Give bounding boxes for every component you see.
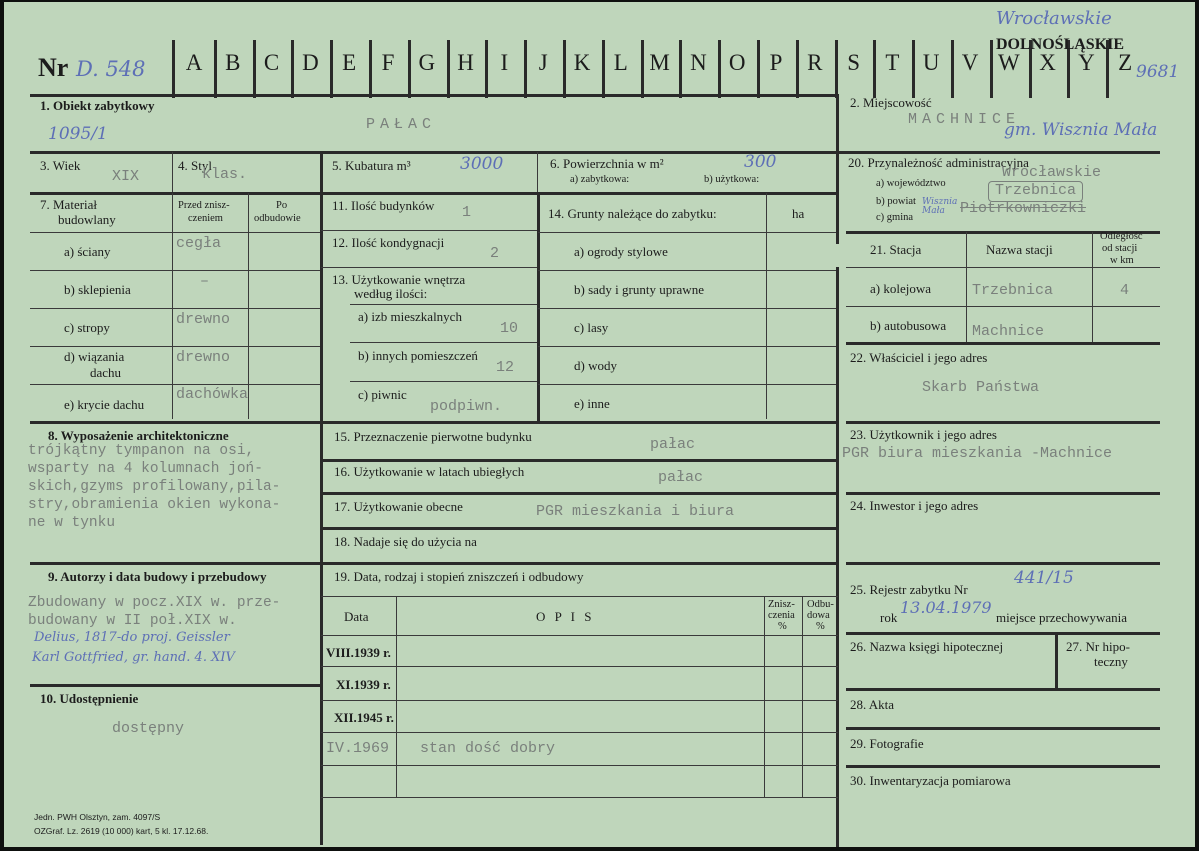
f20-b-label: b) powiat	[876, 196, 916, 207]
f8-line-1: trójkątny tympanon na osi,	[28, 443, 255, 459]
letter-u: U	[922, 50, 940, 75]
f26-label: 26. Nazwa księgi hipotecznej	[850, 639, 1004, 654]
f21-a-label: a) kolejowa	[870, 281, 932, 296]
letter-h: H	[457, 50, 474, 75]
f19-col-destr-3: %	[778, 621, 787, 632]
f5-handwritten: 3000	[460, 154, 504, 174]
f25-place-label: miejsce przechowywania	[996, 610, 1128, 625]
rule	[538, 308, 836, 309]
f27-label-2: teczny	[1094, 654, 1128, 669]
f19-typed-date: IV.1969	[326, 740, 390, 757]
letter-k: K	[573, 50, 591, 75]
letter-z: Z	[1118, 50, 1133, 75]
rule	[846, 306, 1160, 307]
letter-n: N	[690, 50, 707, 75]
f25-label: 25. Rejestr zabytku Nr	[850, 582, 968, 597]
rule	[846, 562, 1160, 565]
f7-row-c-value: drewno	[176, 311, 231, 328]
letter-y: Y	[1078, 50, 1095, 75]
f13-label-1: 13. Użytkowanie wnętrza	[332, 272, 466, 287]
rule	[846, 727, 1160, 730]
f20-c-handwritten: Wisznia Mała	[922, 197, 958, 216]
f24-label: 24. Inwestor i jego adres	[850, 498, 979, 513]
f14-row-d: d) wody	[574, 358, 617, 373]
f8-line-4: stry,obramienia okien wykona-	[28, 497, 281, 513]
rule	[30, 151, 1160, 154]
f6-label: 6. Powierzchnia w m²	[550, 156, 664, 171]
f8-line-2: wsparty na 4 kolumnach joń-	[28, 461, 263, 477]
letter-p: P	[769, 50, 783, 75]
rule	[30, 232, 320, 233]
f14-row-c: c) lasy	[574, 320, 609, 335]
rule	[846, 688, 1160, 691]
rule	[321, 666, 838, 667]
f15-value: pałac	[650, 436, 696, 453]
f7-label-2: budowlany	[58, 212, 116, 227]
rule	[30, 421, 838, 424]
f21-b-name: Machnice	[972, 323, 1045, 340]
f7-row-e-value: dachówka	[176, 386, 249, 403]
f20-c-label: c) gmina	[876, 212, 914, 223]
f2-value: MACHNICE	[908, 111, 1021, 128]
f7-row-d-label-2: dachu	[90, 365, 122, 380]
f19-col-rebuild-2: dowa	[807, 610, 830, 621]
f13-a-label: a) izb mieszkalnych	[358, 309, 462, 324]
f8-line-5: ne w tynku	[28, 515, 116, 531]
f19-col-rebuild-1: Odbu-	[807, 599, 834, 610]
rule	[1055, 633, 1058, 689]
rule	[321, 230, 537, 231]
rule	[30, 94, 838, 97]
f22-label: 22. Właściciel i jego adres	[850, 350, 988, 365]
f2-label: 2. Miejscowość	[850, 95, 932, 110]
f7-label-1: 7. Materiał	[40, 197, 98, 212]
f12-value: 2	[490, 245, 500, 262]
f19-label: 19. Data, rodzaj i stopień zniszczeń i odbudowy	[334, 569, 584, 584]
rule	[350, 381, 537, 382]
f13-a-value: 10	[500, 320, 519, 337]
nr-divider	[172, 40, 175, 98]
f13-c-label: c) piwnic	[358, 387, 407, 402]
f13-label-2: według ilości:	[354, 286, 428, 301]
f8-label: 8. Wyposażenie architektoniczne	[48, 428, 229, 443]
rule	[846, 492, 1160, 495]
f21-label: 21. Stacja	[870, 242, 922, 257]
rule	[248, 193, 249, 419]
f19-date-3: XII.1945 r.	[334, 710, 394, 725]
f19-date-2: XI.1939 r.	[336, 677, 391, 692]
nr-label: Nr	[38, 53, 69, 82]
rule	[836, 267, 839, 847]
rule	[764, 597, 765, 797]
f20-c-value: Piotrkowniczki	[960, 200, 1087, 217]
rule	[538, 384, 836, 385]
f7-col-after-2: odbudowie	[254, 213, 301, 224]
rule	[396, 597, 397, 797]
rule	[321, 527, 838, 530]
f19-col-rebuild-3: %	[816, 621, 825, 632]
f1-value: PAŁAC	[366, 116, 437, 133]
letter-v: V	[961, 50, 979, 75]
f21-col-dist-1: Odległość	[1100, 231, 1143, 242]
f22-value: Skarb Państwa	[922, 379, 1040, 396]
corner-number: 9681	[1136, 62, 1180, 82]
rule	[321, 596, 838, 597]
f19-date-1: VIII.1939 r.	[326, 645, 391, 660]
f14-unit: ha	[792, 206, 805, 221]
f20-b-value: Trzebnica	[988, 181, 1083, 202]
f15-label: 15. Przeznaczenie pierwotne budynku	[334, 429, 532, 444]
f19-col-destr-2: czenia	[768, 610, 795, 621]
f8-line-3: skich,gzyms profilowany,pila-	[28, 479, 281, 495]
rule	[30, 308, 320, 309]
f14-row-a: a) ogrody stylowe	[574, 244, 668, 259]
f16-value: pałac	[658, 469, 704, 486]
f1-handwritten: 1095/1	[48, 124, 108, 144]
letter-l: L	[613, 50, 628, 75]
rule	[538, 270, 836, 271]
rule	[321, 267, 537, 268]
letter-j: J	[538, 50, 548, 75]
f29-label: 29. Fotografie	[850, 736, 924, 751]
f20-a-label: a) województwo	[876, 178, 946, 189]
rule	[846, 342, 1160, 345]
f25-rok-label: rok	[880, 610, 898, 625]
rule	[30, 270, 320, 271]
rule	[30, 346, 320, 347]
rule	[350, 342, 537, 343]
f3-label: 3. Wiek	[40, 158, 81, 173]
rule	[538, 232, 836, 233]
letter-g: G	[418, 50, 436, 75]
rule	[538, 346, 836, 347]
f7-row-d-value: drewno	[176, 349, 231, 366]
f18-label: 18. Nadaje się do użycia na	[334, 534, 477, 549]
f12-label: 12. Ilość kondygnacji	[332, 235, 445, 250]
region-printed: DOLNOŚLĄSKIE	[996, 36, 1125, 53]
nr-handwritten: D. 548	[76, 57, 146, 81]
f9-label: 9. Autorzy i data budowy i przebudowy	[48, 569, 267, 584]
f7-col-before-2: czeniem	[188, 213, 223, 224]
f25-handwritten-date: 13.04.1979	[900, 598, 992, 617]
f1-label: 1. Obiekt zabytkowy	[40, 98, 155, 113]
f4-value: klas.	[202, 166, 248, 183]
f16-label: 16. Użytkowanie w latach ubiegłych	[334, 464, 525, 479]
f14-label: 14. Grunty należące do zabytku:	[548, 206, 717, 221]
f7-row-a-label: a) ściany	[64, 244, 111, 259]
rule	[846, 421, 1160, 424]
f21-a-name: Trzebnica	[972, 282, 1054, 299]
rule	[846, 765, 1160, 768]
letter-w: W	[997, 50, 1020, 75]
f10-value: dostępny	[112, 720, 185, 737]
f21-col-dist-3: w km	[1110, 255, 1134, 266]
f17-label: 17. Użytkowanie obecne	[334, 499, 463, 514]
f7-row-c-label: c) stropy	[64, 320, 110, 335]
f19-col-date: Data	[344, 609, 369, 624]
letter-t: T	[885, 50, 900, 75]
f6-sub-a: a) zabytkowa:	[570, 174, 630, 185]
f7-col-before-1: Przed znisz-	[178, 200, 230, 211]
letter-b: B	[225, 50, 241, 75]
letter-s: S	[847, 50, 860, 75]
rule	[321, 732, 838, 733]
f23-label: 23. Użytkownik i jego adres	[850, 427, 997, 442]
f7-col-after-1: Po	[276, 200, 288, 211]
letter-r: R	[807, 50, 823, 75]
f20-label: 20. Przynależność administracyjna	[848, 155, 1029, 170]
monument-record-card	[4, 2, 1195, 847]
f20-a-value: Wrocławskie	[1002, 164, 1102, 181]
f17-value: PGR mieszkania i biura	[536, 503, 735, 520]
f9-hand-1: Delius, 1817-do proj. Geissler	[34, 630, 230, 645]
rule	[846, 632, 1160, 635]
f25-handwritten-nr: 441/15	[1014, 568, 1074, 588]
rule	[836, 94, 839, 244]
f4-label: 4. Styl	[178, 158, 212, 173]
rule	[30, 384, 320, 385]
rule	[1092, 232, 1093, 343]
rule	[802, 597, 803, 797]
letter-m: M	[649, 50, 670, 75]
f5-label: 5. Kubatura m³	[332, 158, 411, 173]
f13-c-value: podpiwn.	[430, 398, 503, 415]
rule	[172, 193, 173, 419]
f11-label: 11. Ilość budynków	[332, 198, 435, 213]
rule	[966, 232, 967, 343]
rule	[321, 765, 838, 766]
f9-line-2: budowany w II poł.XIX w.	[28, 613, 237, 629]
f6-sub-b: b) użytkowa:	[704, 174, 760, 185]
letter-i: I	[500, 50, 509, 75]
f13-b-label: b) innych pomieszczeń	[358, 348, 478, 363]
f9-hand-2: Karl Gottfried, gr. hand. 4. XIV	[32, 650, 235, 665]
f14-row-b: b) sady i grunty uprawne	[574, 282, 704, 297]
rule	[350, 304, 537, 305]
letter-e: E	[342, 50, 357, 75]
rule	[846, 267, 1160, 268]
f30-label: 30. Inwentaryzacja pomiarowa	[850, 773, 1011, 788]
f2-handwritten: gm. Wisznia Mała	[1004, 120, 1158, 140]
f19-typed-desc: stan dość dobry	[420, 740, 556, 757]
rule	[30, 562, 838, 565]
f19-col-destr-1: Znisz-	[768, 599, 795, 610]
rule	[321, 492, 838, 495]
f21-b-label: b) autobusowa	[870, 318, 947, 333]
f7-row-a-value: cegła	[176, 235, 222, 252]
f9-line-1: Zbudowany w pocz.XIX w. prze-	[28, 595, 281, 611]
f21-a-dist: 4	[1120, 282, 1130, 299]
rule	[321, 700, 838, 701]
rule	[30, 192, 838, 195]
f3-value: XIX	[112, 168, 140, 185]
f28-label: 28. Akta	[850, 697, 895, 712]
f13-b-value: 12	[496, 359, 515, 376]
f23-value: PGR biura mieszkania -Machnice	[842, 445, 1113, 462]
rule	[321, 459, 838, 462]
f27-label-1: 27. Nr hipo-	[1066, 639, 1130, 654]
rule	[537, 152, 538, 192]
footer-line-1: Jedn. PWH Olsztyn, zam. 4097/S	[34, 812, 161, 822]
f14-row-e: e) inne	[574, 396, 610, 411]
f11-value: 1	[462, 204, 472, 221]
footer-line-2: OZGraf. Lz. 2619 (10 000) kart, 5 kl. 17.12.68.	[34, 826, 209, 836]
letter-d: D	[302, 50, 319, 75]
letter-c: C	[263, 50, 280, 75]
f10-label: 10. Udostępnienie	[40, 691, 139, 706]
rule	[172, 152, 173, 192]
f7-row-e-label: e) krycie dachu	[64, 397, 145, 412]
letter-x: X	[1039, 50, 1056, 75]
f7-row-b-value: –	[200, 273, 210, 290]
letter-f: F	[381, 50, 395, 75]
f7-row-b-label: b) sklepienia	[64, 282, 131, 297]
rule	[30, 684, 320, 687]
f21-col-dist-2: od stacji	[1102, 243, 1138, 254]
f19-col-desc: O P I S	[536, 609, 595, 624]
rule	[321, 797, 838, 798]
rule	[321, 635, 838, 636]
letter-a: A	[185, 50, 203, 75]
rule	[766, 193, 767, 419]
f21-col-name: Nazwa stacji	[986, 242, 1053, 257]
region-handwritten: Wrocławskie	[996, 8, 1112, 29]
f7-row-d-label-1: d) wiązania	[64, 349, 125, 364]
f6-handwritten: 300	[744, 152, 777, 172]
letter-o: O	[728, 50, 746, 75]
rule	[320, 423, 323, 845]
